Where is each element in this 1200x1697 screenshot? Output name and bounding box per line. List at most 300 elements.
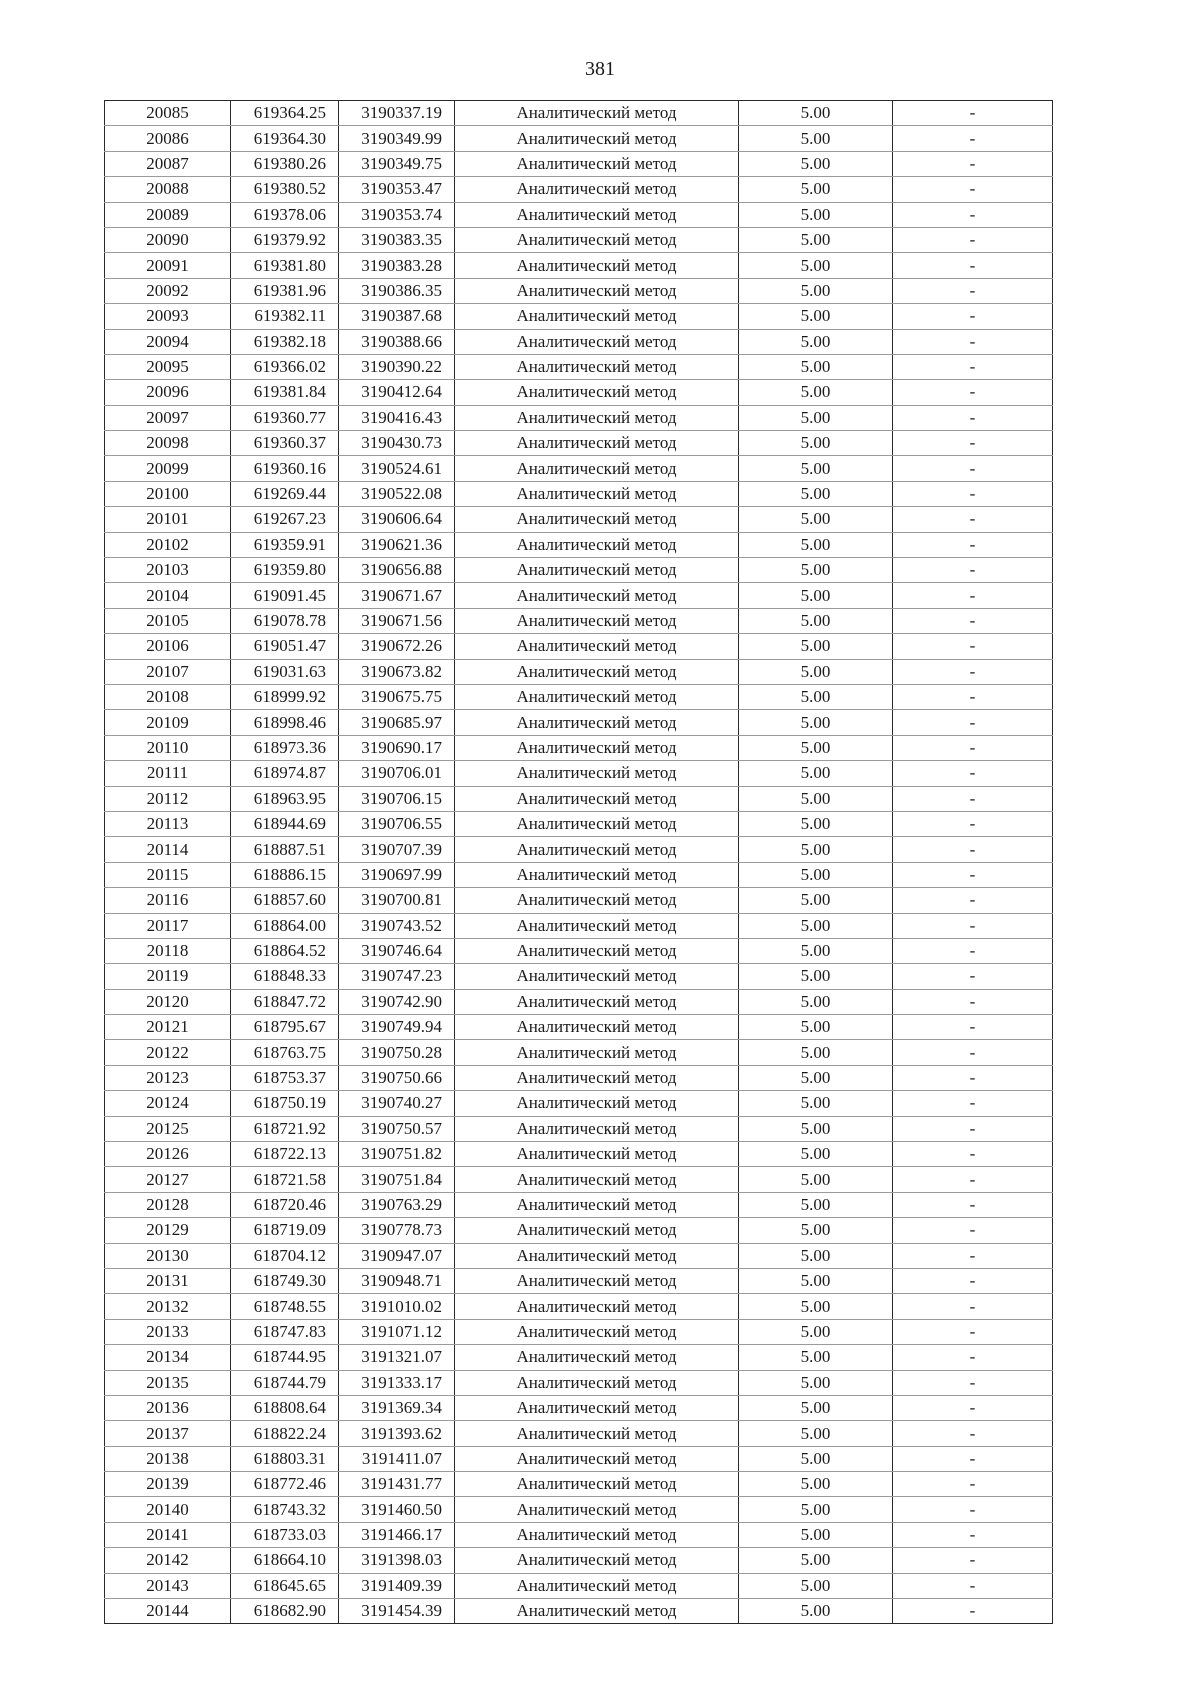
- precision-cell: 5.00: [739, 227, 893, 252]
- x-coordinate-cell: 619359.91: [231, 532, 339, 557]
- method-cell: Аналитический метод: [455, 1497, 739, 1522]
- point-number-cell: 20117: [105, 913, 231, 938]
- point-number-cell: 20103: [105, 558, 231, 583]
- point-number-cell: 20131: [105, 1268, 231, 1293]
- method-cell: Аналитический метод: [455, 1192, 739, 1217]
- y-coordinate-cell: 3190707.39: [339, 837, 455, 862]
- table-row: [105, 431, 1053, 456]
- method-cell: Аналитический метод: [455, 278, 739, 303]
- precision-cell: 5.00: [739, 1319, 893, 1344]
- method-cell: Аналитический метод: [455, 202, 739, 227]
- x-coordinate-cell: 619031.63: [231, 659, 339, 684]
- note-cell: -: [893, 1522, 1053, 1547]
- table-row: [105, 1065, 1053, 1090]
- y-coordinate-cell: 3191393.62: [339, 1421, 455, 1446]
- y-coordinate-cell: 3190671.56: [339, 608, 455, 633]
- precision-cell: 5.00: [739, 913, 893, 938]
- y-coordinate-cell: 3190337.19: [339, 101, 455, 126]
- y-coordinate-cell: 3191411.07: [339, 1446, 455, 1471]
- note-cell: -: [893, 761, 1053, 786]
- y-coordinate-cell: 3190750.66: [339, 1065, 455, 1090]
- precision-cell: 5.00: [739, 1370, 893, 1395]
- note-cell: -: [893, 1218, 1053, 1243]
- point-number-cell: 20115: [105, 862, 231, 887]
- note-cell: -: [893, 101, 1053, 126]
- method-cell: Аналитический метод: [455, 862, 739, 887]
- x-coordinate-cell: 618864.52: [231, 938, 339, 963]
- precision-cell: 5.00: [739, 1268, 893, 1293]
- precision-cell: 5.00: [739, 380, 893, 405]
- note-cell: -: [893, 1268, 1053, 1293]
- x-coordinate-cell: 618973.36: [231, 735, 339, 760]
- table-row: [105, 811, 1053, 836]
- note-cell: -: [893, 380, 1053, 405]
- note-cell: -: [893, 1243, 1053, 1268]
- precision-cell: 5.00: [739, 989, 893, 1014]
- table-row: [105, 735, 1053, 760]
- point-number-cell: 20102: [105, 532, 231, 557]
- note-cell: -: [893, 888, 1053, 913]
- point-number-cell: 20134: [105, 1345, 231, 1370]
- note-cell: -: [893, 126, 1053, 151]
- precision-cell: 5.00: [739, 558, 893, 583]
- table-row: [105, 710, 1053, 735]
- x-coordinate-cell: 618887.51: [231, 837, 339, 862]
- x-coordinate-cell: 618795.67: [231, 1015, 339, 1040]
- method-cell: Аналитический метод: [455, 126, 739, 151]
- x-coordinate-cell: 619359.80: [231, 558, 339, 583]
- x-coordinate-cell: 619381.80: [231, 253, 339, 278]
- method-cell: Аналитический метод: [455, 177, 739, 202]
- note-cell: -: [893, 837, 1053, 862]
- method-cell: Аналитический метод: [455, 532, 739, 557]
- point-number-cell: 20110: [105, 735, 231, 760]
- table-row: [105, 1116, 1053, 1141]
- table-row: [105, 1370, 1053, 1395]
- y-coordinate-cell: 3190685.97: [339, 710, 455, 735]
- x-coordinate-cell: 618704.12: [231, 1243, 339, 1268]
- y-coordinate-cell: 3190673.82: [339, 659, 455, 684]
- x-coordinate-cell: 619091.45: [231, 583, 339, 608]
- precision-cell: 5.00: [739, 608, 893, 633]
- note-cell: -: [893, 735, 1053, 760]
- x-coordinate-cell: 619379.92: [231, 227, 339, 252]
- method-cell: Аналитический метод: [455, 1573, 739, 1598]
- table-row: [105, 126, 1053, 151]
- y-coordinate-cell: 3190383.28: [339, 253, 455, 278]
- method-cell: Аналитический метод: [455, 1142, 739, 1167]
- precision-cell: 5.00: [739, 735, 893, 760]
- y-coordinate-cell: 3190416.43: [339, 405, 455, 430]
- note-cell: -: [893, 684, 1053, 709]
- precision-cell: 5.00: [739, 329, 893, 354]
- x-coordinate-cell: 618848.33: [231, 964, 339, 989]
- note-cell: -: [893, 710, 1053, 735]
- note-cell: -: [893, 1599, 1053, 1624]
- precision-cell: 5.00: [739, 1446, 893, 1471]
- precision-cell: 5.00: [739, 177, 893, 202]
- precision-cell: 5.00: [739, 507, 893, 532]
- y-coordinate-cell: 3190387.68: [339, 304, 455, 329]
- y-coordinate-cell: 3191071.12: [339, 1319, 455, 1344]
- table-row: [105, 481, 1053, 506]
- point-number-cell: 20118: [105, 938, 231, 963]
- coordinates-table: [104, 100, 1053, 1624]
- y-coordinate-cell: 3190750.28: [339, 1040, 455, 1065]
- precision-cell: 5.00: [739, 583, 893, 608]
- table-row: [105, 1548, 1053, 1573]
- table-row: [105, 253, 1053, 278]
- point-number-cell: 20106: [105, 634, 231, 659]
- y-coordinate-cell: 3190742.90: [339, 989, 455, 1014]
- precision-cell: 5.00: [739, 837, 893, 862]
- method-cell: Аналитический метод: [455, 761, 739, 786]
- x-coordinate-cell: 618721.92: [231, 1116, 339, 1141]
- note-cell: -: [893, 431, 1053, 456]
- point-number-cell: 20143: [105, 1573, 231, 1598]
- y-coordinate-cell: 3190621.36: [339, 532, 455, 557]
- point-number-cell: 20121: [105, 1015, 231, 1040]
- y-coordinate-cell: 3190697.99: [339, 862, 455, 887]
- method-cell: Аналитический метод: [455, 1243, 739, 1268]
- note-cell: -: [893, 1142, 1053, 1167]
- y-coordinate-cell: 3190948.71: [339, 1268, 455, 1293]
- y-coordinate-cell: 3190947.07: [339, 1243, 455, 1268]
- point-number-cell: 20127: [105, 1167, 231, 1192]
- table-row: [105, 1446, 1053, 1471]
- x-coordinate-cell: 619366.02: [231, 354, 339, 379]
- note-cell: -: [893, 1319, 1053, 1344]
- point-number-cell: 20087: [105, 151, 231, 176]
- method-cell: Аналитический метод: [455, 710, 739, 735]
- note-cell: -: [893, 634, 1053, 659]
- method-cell: Аналитический метод: [455, 583, 739, 608]
- y-coordinate-cell: 3190778.73: [339, 1218, 455, 1243]
- precision-cell: 5.00: [739, 532, 893, 557]
- precision-cell: 5.00: [739, 1472, 893, 1497]
- note-cell: -: [893, 481, 1053, 506]
- table-row: [105, 558, 1053, 583]
- x-coordinate-cell: 619381.84: [231, 380, 339, 405]
- method-cell: Аналитический метод: [455, 227, 739, 252]
- x-coordinate-cell: 618763.75: [231, 1040, 339, 1065]
- x-coordinate-cell: 618720.46: [231, 1192, 339, 1217]
- point-number-cell: 20120: [105, 989, 231, 1014]
- y-coordinate-cell: 3191454.39: [339, 1599, 455, 1624]
- precision-cell: 5.00: [739, 1421, 893, 1446]
- table-row: [105, 964, 1053, 989]
- x-coordinate-cell: 618963.95: [231, 786, 339, 811]
- point-number-cell: 20132: [105, 1294, 231, 1319]
- table-row: [105, 1243, 1053, 1268]
- method-cell: Аналитический метод: [455, 684, 739, 709]
- y-coordinate-cell: 3190524.61: [339, 456, 455, 481]
- point-number-cell: 20101: [105, 507, 231, 532]
- y-coordinate-cell: 3191460.50: [339, 1497, 455, 1522]
- point-number-cell: 20088: [105, 177, 231, 202]
- note-cell: -: [893, 786, 1053, 811]
- note-cell: -: [893, 1395, 1053, 1420]
- y-coordinate-cell: 3190749.94: [339, 1015, 455, 1040]
- precision-cell: 5.00: [739, 1040, 893, 1065]
- y-coordinate-cell: 3190349.99: [339, 126, 455, 151]
- method-cell: Аналитический метод: [455, 837, 739, 862]
- point-number-cell: 20108: [105, 684, 231, 709]
- x-coordinate-cell: 618664.10: [231, 1548, 339, 1573]
- method-cell: Аналитический метод: [455, 253, 739, 278]
- method-cell: Аналитический метод: [455, 608, 739, 633]
- precision-cell: 5.00: [739, 710, 893, 735]
- method-cell: Аналитический метод: [455, 1294, 739, 1319]
- precision-cell: 5.00: [739, 405, 893, 430]
- precision-cell: 5.00: [739, 253, 893, 278]
- precision-cell: 5.00: [739, 1015, 893, 1040]
- table-row: [105, 177, 1053, 202]
- method-cell: Аналитический метод: [455, 811, 739, 836]
- y-coordinate-cell: 3190386.35: [339, 278, 455, 303]
- note-cell: -: [893, 659, 1053, 684]
- x-coordinate-cell: 619382.11: [231, 304, 339, 329]
- precision-cell: 5.00: [739, 1065, 893, 1090]
- precision-cell: 5.00: [739, 1192, 893, 1217]
- method-cell: Аналитический метод: [455, 1091, 739, 1116]
- x-coordinate-cell: 618803.31: [231, 1446, 339, 1471]
- precision-cell: 5.00: [739, 431, 893, 456]
- y-coordinate-cell: 3191333.17: [339, 1370, 455, 1395]
- method-cell: Аналитический метод: [455, 1167, 739, 1192]
- point-number-cell: 20122: [105, 1040, 231, 1065]
- table-row: [105, 1294, 1053, 1319]
- note-cell: -: [893, 608, 1053, 633]
- method-cell: Аналитический метод: [455, 1522, 739, 1547]
- point-number-cell: 20094: [105, 329, 231, 354]
- note-cell: -: [893, 558, 1053, 583]
- y-coordinate-cell: 3190763.29: [339, 1192, 455, 1217]
- table-row: [105, 354, 1053, 379]
- point-number-cell: 20092: [105, 278, 231, 303]
- method-cell: Аналитический метод: [455, 329, 739, 354]
- point-number-cell: 20112: [105, 786, 231, 811]
- point-number-cell: 20086: [105, 126, 231, 151]
- point-number-cell: 20133: [105, 1319, 231, 1344]
- point-number-cell: 20135: [105, 1370, 231, 1395]
- method-cell: Аналитический метод: [455, 1015, 739, 1040]
- table-row: [105, 989, 1053, 1014]
- method-cell: Аналитический метод: [455, 1599, 739, 1624]
- method-cell: Аналитический метод: [455, 1345, 739, 1370]
- precision-cell: 5.00: [739, 786, 893, 811]
- point-number-cell: 20138: [105, 1446, 231, 1471]
- point-number-cell: 20111: [105, 761, 231, 786]
- table-row: [105, 227, 1053, 252]
- precision-cell: 5.00: [739, 126, 893, 151]
- point-number-cell: 20124: [105, 1091, 231, 1116]
- note-cell: -: [893, 1472, 1053, 1497]
- method-cell: Аналитический метод: [455, 1370, 739, 1395]
- x-coordinate-cell: 619364.30: [231, 126, 339, 151]
- table-row: [105, 761, 1053, 786]
- y-coordinate-cell: 3190606.64: [339, 507, 455, 532]
- method-cell: Аналитический метод: [455, 989, 739, 1014]
- note-cell: -: [893, 1370, 1053, 1395]
- y-coordinate-cell: 3190751.84: [339, 1167, 455, 1192]
- x-coordinate-cell: 618645.65: [231, 1573, 339, 1598]
- x-coordinate-cell: 618998.46: [231, 710, 339, 735]
- table-row: [105, 151, 1053, 176]
- x-coordinate-cell: 618864.00: [231, 913, 339, 938]
- note-cell: -: [893, 532, 1053, 557]
- note-cell: -: [893, 1345, 1053, 1370]
- point-number-cell: 20107: [105, 659, 231, 684]
- coordinates-table-body: [105, 101, 1053, 1624]
- y-coordinate-cell: 3190522.08: [339, 481, 455, 506]
- method-cell: Аналитический метод: [455, 735, 739, 760]
- method-cell: Аналитический метод: [455, 938, 739, 963]
- x-coordinate-cell: 618733.03: [231, 1522, 339, 1547]
- precision-cell: 5.00: [739, 811, 893, 836]
- x-coordinate-cell: 618974.87: [231, 761, 339, 786]
- x-coordinate-cell: 619378.06: [231, 202, 339, 227]
- note-cell: -: [893, 964, 1053, 989]
- precision-cell: 5.00: [739, 964, 893, 989]
- note-cell: -: [893, 304, 1053, 329]
- point-number-cell: 20104: [105, 583, 231, 608]
- method-cell: Аналитический метод: [455, 1268, 739, 1293]
- note-cell: -: [893, 329, 1053, 354]
- note-cell: -: [893, 1548, 1053, 1573]
- table-row: [105, 608, 1053, 633]
- point-number-cell: 20140: [105, 1497, 231, 1522]
- y-coordinate-cell: 3190706.55: [339, 811, 455, 836]
- table-row: [105, 1142, 1053, 1167]
- y-coordinate-cell: 3190675.75: [339, 684, 455, 709]
- note-cell: -: [893, 811, 1053, 836]
- x-coordinate-cell: 618748.55: [231, 1294, 339, 1319]
- x-coordinate-cell: 619360.16: [231, 456, 339, 481]
- x-coordinate-cell: 618744.95: [231, 1345, 339, 1370]
- y-coordinate-cell: 3190412.64: [339, 380, 455, 405]
- y-coordinate-cell: 3190706.15: [339, 786, 455, 811]
- x-coordinate-cell: 618886.15: [231, 862, 339, 887]
- y-coordinate-cell: 3190383.35: [339, 227, 455, 252]
- note-cell: -: [893, 1294, 1053, 1319]
- method-cell: Аналитический метод: [455, 1319, 739, 1344]
- point-number-cell: 20114: [105, 837, 231, 862]
- method-cell: Аналитический метод: [455, 1040, 739, 1065]
- method-cell: Аналитический метод: [455, 456, 739, 481]
- note-cell: -: [893, 253, 1053, 278]
- y-coordinate-cell: 3190746.64: [339, 938, 455, 963]
- table-row: [105, 380, 1053, 405]
- table-row: [105, 684, 1053, 709]
- point-number-cell: 20093: [105, 304, 231, 329]
- x-coordinate-cell: 618847.72: [231, 989, 339, 1014]
- point-number-cell: 20123: [105, 1065, 231, 1090]
- precision-cell: 5.00: [739, 1573, 893, 1598]
- table-row: [105, 1319, 1053, 1344]
- x-coordinate-cell: 618719.09: [231, 1218, 339, 1243]
- x-coordinate-cell: 618722.13: [231, 1142, 339, 1167]
- method-cell: Аналитический метод: [455, 913, 739, 938]
- note-cell: -: [893, 1015, 1053, 1040]
- y-coordinate-cell: 3191398.03: [339, 1548, 455, 1573]
- x-coordinate-cell: 619360.77: [231, 405, 339, 430]
- precision-cell: 5.00: [739, 659, 893, 684]
- precision-cell: 5.00: [739, 1142, 893, 1167]
- method-cell: Аналитический метод: [455, 1446, 739, 1471]
- method-cell: Аналитический метод: [455, 1218, 739, 1243]
- note-cell: -: [893, 1091, 1053, 1116]
- point-number-cell: 20141: [105, 1522, 231, 1547]
- note-cell: -: [893, 1497, 1053, 1522]
- y-coordinate-cell: 3190672.26: [339, 634, 455, 659]
- y-coordinate-cell: 3190353.74: [339, 202, 455, 227]
- method-cell: Аналитический метод: [455, 1472, 739, 1497]
- table-row: [105, 304, 1053, 329]
- x-coordinate-cell: 618822.24: [231, 1421, 339, 1446]
- table-row: [105, 913, 1053, 938]
- point-number-cell: 20099: [105, 456, 231, 481]
- point-number-cell: 20125: [105, 1116, 231, 1141]
- y-coordinate-cell: 3190700.81: [339, 888, 455, 913]
- method-cell: Аналитический метод: [455, 405, 739, 430]
- x-coordinate-cell: 618753.37: [231, 1065, 339, 1090]
- note-cell: -: [893, 456, 1053, 481]
- table-row: [105, 329, 1053, 354]
- x-coordinate-cell: 619269.44: [231, 481, 339, 506]
- table-row: [105, 1395, 1053, 1420]
- x-coordinate-cell: 618944.69: [231, 811, 339, 836]
- table-row: [105, 532, 1053, 557]
- y-coordinate-cell: 3191431.77: [339, 1472, 455, 1497]
- precision-cell: 5.00: [739, 634, 893, 659]
- y-coordinate-cell: 3190349.75: [339, 151, 455, 176]
- precision-cell: 5.00: [739, 1218, 893, 1243]
- method-cell: Аналитический метод: [455, 1421, 739, 1446]
- y-coordinate-cell: 3191010.02: [339, 1294, 455, 1319]
- note-cell: -: [893, 202, 1053, 227]
- method-cell: Аналитический метод: [455, 634, 739, 659]
- x-coordinate-cell: 619267.23: [231, 507, 339, 532]
- precision-cell: 5.00: [739, 278, 893, 303]
- method-cell: Аналитический метод: [455, 380, 739, 405]
- table-row: [105, 1421, 1053, 1446]
- y-coordinate-cell: 3190751.82: [339, 1142, 455, 1167]
- method-cell: Аналитический метод: [455, 1116, 739, 1141]
- y-coordinate-cell: 3191369.34: [339, 1395, 455, 1420]
- x-coordinate-cell: 618744.79: [231, 1370, 339, 1395]
- point-number-cell: 20085: [105, 101, 231, 126]
- table-row: [105, 1040, 1053, 1065]
- point-number-cell: 20095: [105, 354, 231, 379]
- table-row: [105, 1573, 1053, 1598]
- x-coordinate-cell: 618999.92: [231, 684, 339, 709]
- precision-cell: 5.00: [739, 684, 893, 709]
- point-number-cell: 20129: [105, 1218, 231, 1243]
- precision-cell: 5.00: [739, 1548, 893, 1573]
- point-number-cell: 20144: [105, 1599, 231, 1624]
- x-coordinate-cell: 619360.37: [231, 431, 339, 456]
- precision-cell: 5.00: [739, 1522, 893, 1547]
- x-coordinate-cell: 618750.19: [231, 1091, 339, 1116]
- precision-cell: 5.00: [739, 1599, 893, 1624]
- x-coordinate-cell: 618721.58: [231, 1167, 339, 1192]
- precision-cell: 5.00: [739, 1116, 893, 1141]
- x-coordinate-cell: 618772.46: [231, 1472, 339, 1497]
- table-row: [105, 456, 1053, 481]
- method-cell: Аналитический метод: [455, 786, 739, 811]
- precision-cell: 5.00: [739, 761, 893, 786]
